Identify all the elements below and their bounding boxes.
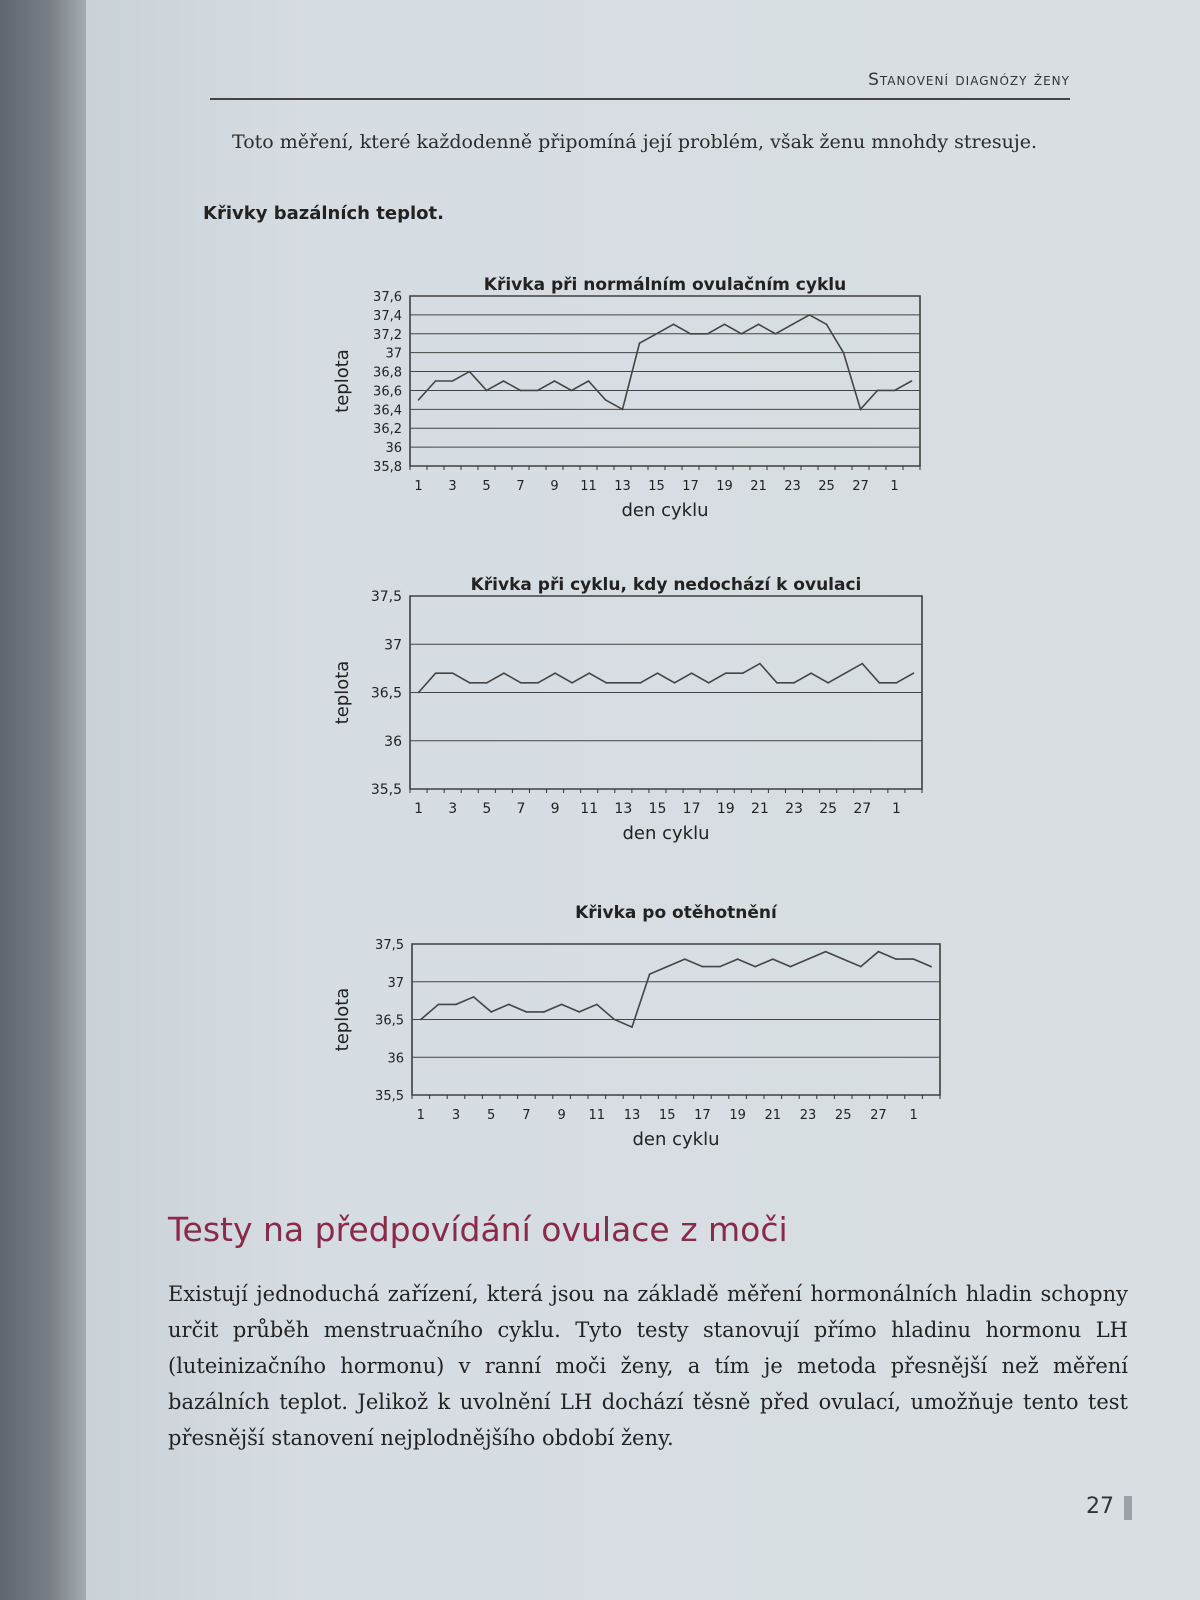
data-point <box>537 682 539 684</box>
data-point <box>473 996 475 998</box>
data-point <box>894 390 896 392</box>
data-point <box>725 672 727 674</box>
data-point <box>605 399 607 401</box>
temperature-series-line <box>419 664 914 693</box>
y-axis-label: teplota <box>332 349 353 413</box>
data-point <box>896 682 898 684</box>
x-tick-label: 15 <box>648 801 667 817</box>
data-point <box>758 324 760 326</box>
running-header <box>210 68 1070 100</box>
data-point <box>691 672 693 674</box>
x-tick-label: 3 <box>448 479 457 494</box>
data-point <box>707 333 709 335</box>
y-tick-label: 37,5 <box>375 938 404 953</box>
x-tick-label: 23 <box>785 801 803 817</box>
x-tick-label: 1 <box>414 479 423 494</box>
y-tick-label: 35,8 <box>373 460 402 475</box>
x-tick-label: 9 <box>557 1108 566 1123</box>
data-point <box>418 399 420 401</box>
data-point <box>810 672 812 674</box>
data-point <box>588 672 590 674</box>
data-point <box>674 682 676 684</box>
data-point <box>543 1011 545 1013</box>
data-point <box>844 672 846 674</box>
data-point <box>622 409 624 411</box>
chart-pregnancy <box>320 900 970 1160</box>
x-tick-label: 15 <box>648 479 665 494</box>
data-point <box>737 958 739 960</box>
y-tick-label: 36 <box>387 1051 404 1067</box>
data-point <box>772 958 774 960</box>
data-point <box>571 682 573 684</box>
data-point <box>503 672 505 674</box>
x-axis-label: den cyklu <box>632 1129 720 1150</box>
data-point <box>878 951 880 953</box>
x-tick-label: 9 <box>550 479 559 494</box>
data-point <box>656 333 658 335</box>
x-tick-label: 23 <box>799 1108 817 1123</box>
x-tick-label: 19 <box>716 479 733 494</box>
x-tick-label: 1 <box>416 1108 425 1123</box>
data-point <box>418 692 420 694</box>
x-tick-label: 25 <box>818 479 835 494</box>
y-tick-label: 37,4 <box>373 308 402 324</box>
data-point <box>775 333 777 335</box>
x-tick-label: 17 <box>694 1108 711 1123</box>
data-point <box>614 1019 616 1021</box>
y-tick-label: 37,6 <box>373 290 402 305</box>
data-point <box>790 966 792 968</box>
y-tick-label: 36,4 <box>373 403 402 419</box>
data-point <box>486 390 488 392</box>
data-point <box>571 390 573 392</box>
chart-svg <box>320 250 970 540</box>
data-point <box>554 672 556 674</box>
data-point <box>793 682 795 684</box>
y-tick-label: 37 <box>385 346 402 362</box>
data-point <box>526 1011 528 1013</box>
data-point <box>623 682 625 684</box>
x-tick-label: 19 <box>729 1108 746 1123</box>
data-point <box>640 682 642 684</box>
x-tick-label: 1 <box>891 801 901 817</box>
data-point <box>420 1019 422 1021</box>
data-point <box>554 380 556 382</box>
x-tick-label: 21 <box>750 479 767 494</box>
data-point <box>877 390 879 392</box>
data-point <box>741 333 743 335</box>
x-tick-label: 1 <box>890 479 899 494</box>
x-tick-label: 7 <box>522 1108 531 1123</box>
data-point <box>657 672 659 674</box>
data-point <box>605 682 607 684</box>
x-tick-label: 13 <box>623 1108 641 1123</box>
x-tick-label: 7 <box>516 479 525 494</box>
data-point <box>486 682 488 684</box>
x-tick-label: 5 <box>482 801 492 817</box>
data-point <box>708 682 710 684</box>
y-tick-label: 36 <box>384 733 402 750</box>
data-point <box>719 966 721 968</box>
data-point <box>895 958 897 960</box>
x-axis-label: den cyklu <box>621 500 709 521</box>
x-tick-label: 11 <box>580 801 599 817</box>
x-tick-label: 15 <box>658 1108 676 1123</box>
page-number: 27 <box>1086 1494 1114 1519</box>
data-point <box>520 682 522 684</box>
data-point <box>860 409 862 411</box>
data-point <box>452 380 454 382</box>
y-tick-label: 36,2 <box>373 422 402 438</box>
data-point <box>503 380 505 382</box>
x-tick-label: 1 <box>414 801 423 817</box>
x-tick-label: 3 <box>451 1108 461 1123</box>
x-tick-label: 9 <box>550 801 560 817</box>
x-tick-label: 5 <box>487 1108 496 1123</box>
data-point <box>742 672 744 674</box>
x-tick-label: 19 <box>716 801 735 817</box>
data-point <box>826 324 828 326</box>
x-tick-label: 27 <box>853 801 872 817</box>
data-point <box>452 672 454 674</box>
data-point <box>842 958 844 960</box>
data-point <box>631 1026 633 1028</box>
x-tick-label: 23 <box>784 479 801 494</box>
chart-title: Křivka při cyklu, kdy nedochází k ovulaci <box>470 575 862 595</box>
data-point <box>469 682 471 684</box>
data-point <box>673 324 675 326</box>
x-tick-label: 17 <box>682 801 701 817</box>
chart-anovulatory-cycle <box>320 560 970 860</box>
data-point <box>825 951 827 953</box>
chart-normal-cycle <box>320 250 970 540</box>
data-point <box>508 1004 510 1006</box>
data-point <box>690 333 692 335</box>
y-tick-label: 36,6 <box>373 384 402 400</box>
data-point <box>913 958 915 960</box>
x-tick-label: 27 <box>852 479 869 494</box>
data-point <box>490 1011 492 1013</box>
data-point <box>724 324 726 326</box>
y-tick-label: 35,5 <box>370 782 402 798</box>
data-point <box>435 380 437 382</box>
data-point <box>561 1004 563 1006</box>
y-tick-label: 36 <box>385 441 402 457</box>
data-point <box>537 390 539 392</box>
data-point <box>860 966 862 968</box>
data-point <box>776 682 778 684</box>
x-tick-label: 7 <box>516 801 526 817</box>
y-tick-label: 37 <box>384 637 402 654</box>
y-axis-label: teplota <box>332 660 353 725</box>
data-point <box>435 672 437 674</box>
data-point <box>792 324 794 326</box>
x-axis-label: den cyklu <box>622 823 710 844</box>
header-rule <box>210 98 1070 100</box>
chart-title: Křivka po otěhotnění <box>575 903 777 923</box>
y-tick-label: 36,5 <box>370 685 402 702</box>
charts-subheading: Křivky bazálních teplot. <box>203 203 444 224</box>
data-point <box>469 371 471 373</box>
data-point <box>639 342 641 344</box>
x-tick-label: 11 <box>588 1108 606 1123</box>
data-point <box>649 973 651 975</box>
chart-svg <box>320 560 970 860</box>
x-tick-label: 21 <box>764 1108 782 1123</box>
data-point <box>438 1004 440 1006</box>
intro-paragraph: Toto měření, které každodenně připomíná její problém, však ženu mnohdy stresuje. <box>232 131 1038 153</box>
y-tick-label: 36,5 <box>375 1013 404 1029</box>
x-tick-label: 27 <box>870 1108 887 1123</box>
data-point <box>666 966 668 968</box>
data-point <box>588 380 590 382</box>
chart-svg <box>320 900 970 1160</box>
data-point <box>702 966 704 968</box>
data-point <box>861 663 863 665</box>
y-tick-label: 36,8 <box>373 365 402 381</box>
x-tick-label: 3 <box>448 801 458 817</box>
page-tab-marker <box>1124 1496 1132 1520</box>
data-point <box>809 314 811 316</box>
chart-title: Křivka při normálním ovulačním cyklu <box>483 275 847 295</box>
temperature-series-line <box>421 952 931 1028</box>
data-point <box>807 958 809 960</box>
body-paragraph: Existují jednoduchá zařízení, která jsou na základě měření hormonálních hladin schopny určit průběh menstruačního cyklu. Tyto testy stanovují přímo hladinu hormonu LH (luteinizačního hormonu) v ranní moči ženy, a tím je metoda přesnější než měření bazálních teplot. Jelikož k uvolnění LH dochází těsně před ovulací, umožňuje tento test přesnější stanovení nejplodnějšího období ženy. <box>168 1282 1128 1450</box>
data-point <box>759 663 761 665</box>
data-point <box>596 1004 598 1006</box>
plot-frame <box>410 296 920 466</box>
x-tick-label: 17 <box>682 479 699 494</box>
x-tick-label: 13 <box>614 801 633 817</box>
data-point <box>520 390 522 392</box>
y-tick-label: 37 <box>387 975 404 991</box>
y-tick-label: 35,5 <box>375 1089 404 1104</box>
data-point <box>578 1011 580 1013</box>
y-axis-label: teplota <box>332 987 353 1052</box>
data-point <box>455 1004 457 1006</box>
data-point <box>911 380 913 382</box>
header-title: Stanovení diagnózy ženy <box>868 70 1070 90</box>
x-tick-label: 11 <box>580 479 597 494</box>
data-point <box>827 682 829 684</box>
data-point <box>930 966 932 968</box>
data-point <box>913 672 915 674</box>
book-binding <box>0 0 86 1600</box>
x-tick-label: 25 <box>834 1108 852 1123</box>
x-tick-label: 13 <box>614 479 631 494</box>
x-tick-label: 1 <box>909 1108 918 1123</box>
data-point <box>879 682 881 684</box>
y-tick-label: 37,5 <box>370 589 402 605</box>
data-point <box>754 966 756 968</box>
temperature-series-line <box>419 315 912 409</box>
section-heading: Testy na předpovídání ovulace z moči <box>168 1210 788 1249</box>
data-point <box>684 958 686 960</box>
y-tick-label: 37,2 <box>373 327 402 343</box>
x-tick-label: 25 <box>819 801 838 817</box>
x-tick-label: 21 <box>750 801 769 817</box>
data-point <box>843 352 845 354</box>
x-tick-label: 5 <box>482 479 491 494</box>
